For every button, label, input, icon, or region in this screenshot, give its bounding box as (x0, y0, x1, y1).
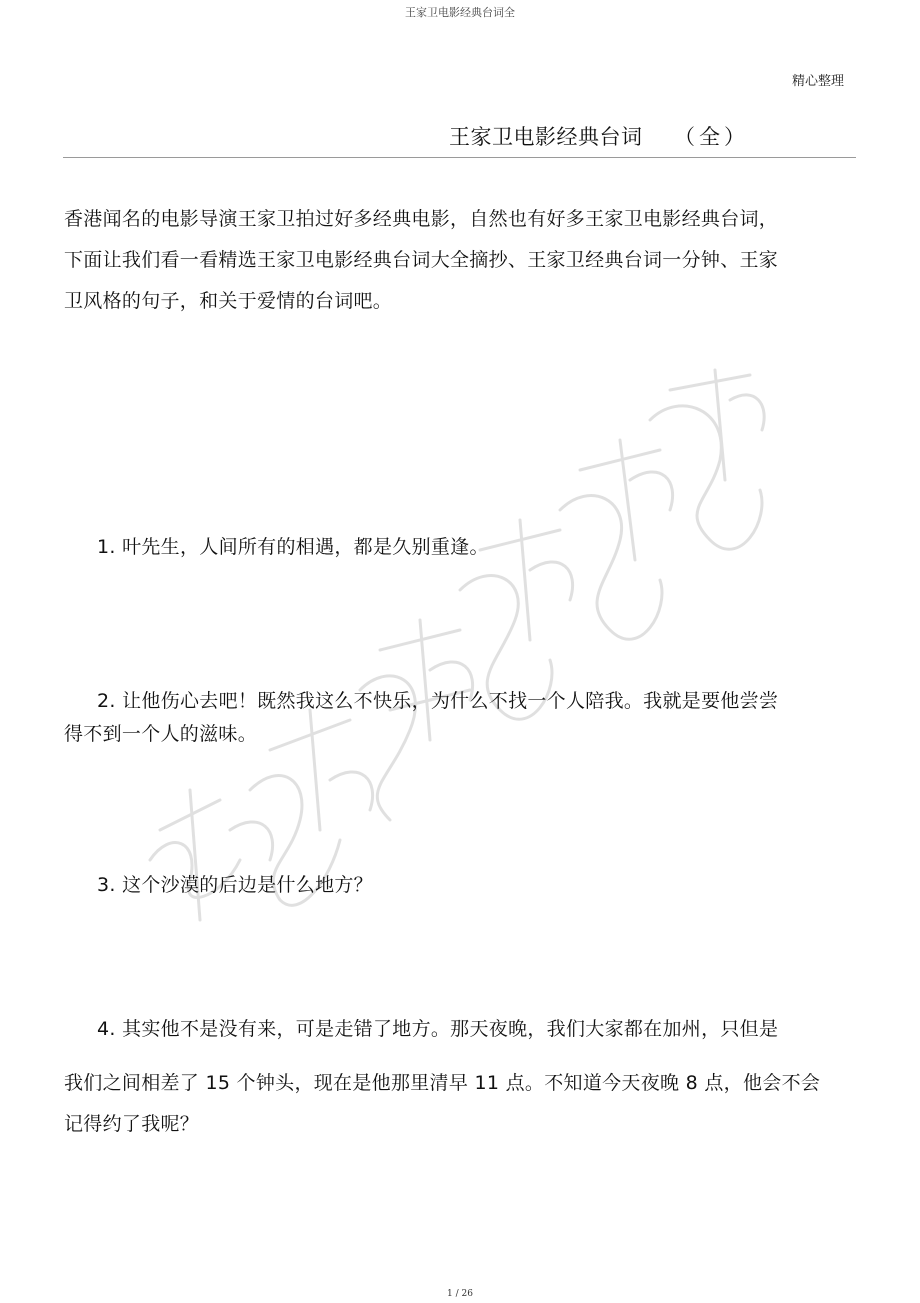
page-title: 王家卫电影经典台词 (449, 125, 643, 149)
document-tab-title: 王家卫电影经典台词全 (405, 6, 515, 19)
intro-line: 下面让我们看一看精选王家卫电影经典台词大全摘抄、王家卫经典台词一分钟、王家 (64, 249, 779, 271)
quote-line: 1. 叶先生，人间所有的相遇，都是久别重逢。 (97, 536, 489, 558)
page-title-suffix: （全） (674, 125, 749, 149)
header-note: 精心整理 (792, 74, 845, 89)
title-divider (63, 157, 856, 158)
quote-line: 2. 让他伤心去吧！既然我这么不快乐，为什么不找一个人陪我。我就是要他尝尝 (97, 690, 779, 712)
quote-line: 4. 其实他不是没有来，可是走错了地方。那天夜晚，我们大家都在加州，只但是 (97, 1018, 779, 1040)
quote-line: 3. 这个沙漠的后边是什么地方？ (97, 874, 373, 896)
quote-line: 记得约了我呢？ (64, 1113, 200, 1135)
page-number: 1 / 26 (447, 1289, 473, 1299)
intro-line: 卫风格的句子，和关于爱情的台词吧。 (64, 290, 393, 312)
handwritten-watermark (130, 360, 790, 940)
intro-line: 香港闻名的电影导演王家卫拍过好多经典电影，自然也有好多王家卫电影经典台词， (64, 208, 779, 230)
quote-line: 得不到一个人的滋味。 (64, 723, 258, 745)
quote-line: 我们之间相差了 15 个钟头，现在是他那里清早 11 点。不知道今天夜晚 8 点，他会不会 (64, 1072, 821, 1094)
